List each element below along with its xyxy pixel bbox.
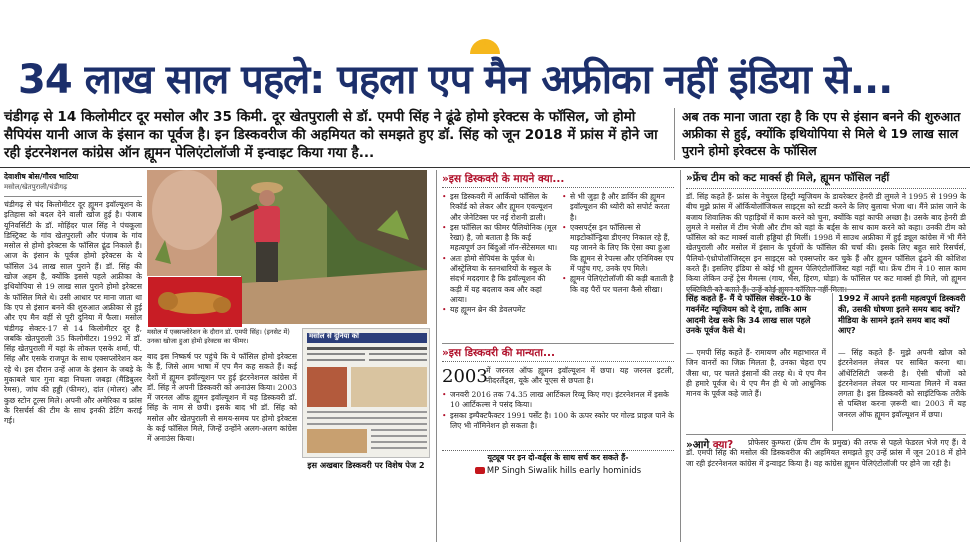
middle-column-text: बाद इस निष्कर्ष पर पहुंचे कि ये फॉसिल होमो इरेक्टस के हैं, जिसे आम भाषा में एप मैन कह सकते हैं। कई देशों में ह्यूमन इवॉल्यूशन पर हुई इंटरनेशनल कांग्रेस में डॉ. सिंह ने अपनी डिस्कवरी को अनाउंस किया। 2003 में जरनल ऑफ ह्यूमन इवॉल्यूशन में यह डिस्कवरी डॉ. सिंह के नाम से छपी। इसके बाद भी डॉ. सिंह को मसोल और खेतपुराली से समय-समय पर होमो इरेक्टस के कई फॉसिल मिले, जिन्हें उन्होंने अलग-अलग कांग्रेस में अनाउंस किया। — [147, 352, 297, 444]
box2-item-lead: में जरनल ऑफ ह्यूमन इवॉल्यूशन में छपा। यह जरनल इटली, नीदरलैंड्स, यूके और यूएस से छपता है। — [486, 366, 674, 386]
byline-place: मसोल/खेतपुराली/चंडीगढ़ — [4, 183, 68, 191]
aage-kya-heading: »आगे क्या? — [686, 439, 734, 451]
box2-footer-rule — [442, 450, 674, 451]
aage-kya-text: प्रोफेसर कुम्फरा (फ्रेंच टीम के प्रमुख) की तरफ से पहले फेडरल भेजे गए हैं। वे डॉ. एमपी सिंह की मसोल की डिस्कवरीज की अहमियत समझते हुए उन्हें फ्रांस में जून 2018 में होने जा रही इंटरनेशनल कांग्रेस में इन्वाइट किया है। वह कांग्रेस ह्यूमन पेलिएंटोलॉजी पर होने जा रही है। — [686, 438, 966, 468]
clip-title: मसोल से दुनिया को — [309, 332, 359, 340]
photo-caption: मसोल में एक्सप्लोरेशन के दौरान डॉ. एमपी सिंह। (इनसेट में) उनका खोजा हुआ होमो इरेक्टस का फीमर। — [147, 328, 290, 345]
box1-title-underline — [442, 187, 674, 188]
box2-item: • इसका इम्पैक्टफैक्टर 1991 पर्सेंट है। 100 के ऊपर स्कोर पर गोल्ड प्राइज पाने के लिए भी नॉमिनेशन हो सकता है। — [442, 411, 674, 432]
box1-title-text: इस डिस्कवरी के मायने क्या... — [448, 173, 565, 185]
column-divider-1 — [436, 170, 437, 542]
box2-title: »इस डिस्कवरी की मान्यता... — [442, 347, 555, 359]
box1-col2 — [562, 192, 674, 340]
box2-list — [442, 390, 674, 448]
youtube-icon — [475, 467, 485, 474]
box2-year: 2003 — [442, 366, 488, 387]
french-team-title-text: फ्रेंच टीम को कट मार्क्स ही मिले, ह्यूमन फॉसिल नहीं — [692, 172, 890, 184]
left-column-text: चंडीगढ़ से चंद किलोमीटर दूर ह्यूमन इवॉल्यूशन के इतिहास को बदल देने वाली खोज हुई है। पंजाब यूनिवर्सिटी के डॉ. मोहिंदर पाल सिंह ने पंचकूला डिस्ट्रिक्ट के गांव खेतपुराली और पंजाब के गांव मसोल से होमो इरेक्टस के फॉसिल ढूंढ निकाले हैं। आज के इंसान के पूर्वज होमो इरेक्टस के ये फॉसिल 34 लाख साल पुराने हैं। डॉ. सिंह की खोज अहम है, क्योंकि इससे पहले अफ्रीका के इथियोपिया से 19 लाख साल पुराने होमो इरेक्टस के फॉसिल मिले थे। उसी आधार पर माना जाता था कि एप से इंसान बनने की शुरुआत अफ्रीका से हुई और एप मैन वहीं से पूरी दुनिया में फैला। मसोल चंडीगढ़ सेक्टर-17 से 14 किलोमीटर दूर है, जबकि खेतपुराली 35 किलोमीटर। 1992 में डॉ. सिंह खेतपुराली में यहां के लोकल एसके शर्मा, पी. सिंह और एसके राजपूत के साथ एक्सप्लोरेशन कर रहे थे। इस दौरान उन्हें आज के इंसान के जबड़े के मुकाबले चार गुना बड़ा निचला जबड़ा (मैंडिबुलर रेमस), जांघ की हड्डी (फीमर), दांत (मोलर) और कुछ स्टोन टूल्स मिले। अपनी और अमेरिका व फ्रांस के रिसर्चर्स की टीम के साथ इनकी डेटिंग कराई गई। — [4, 200, 142, 426]
aage-question: क्या? — [712, 439, 734, 451]
museum-quote-text: — एमपी सिंह कहते हैं- रामायण और महाभारत में जिन वानरों का जिक्र मिलता है, उनका चेहरा एप जैसा था, पर चलते इंसानों की तरह थे। ये एप मैन ही हमारे पूर्वज थे। ये एप मैन ही थे जो आधुनिक मानव के पूर्वज कहे जाते हैं। — [686, 348, 826, 399]
box2-footer: यूट्यूब पर इन दो-वर्ड्स के साथ सर्च कर सकते हैं- — [487, 453, 629, 462]
quote-divider — [832, 293, 833, 431]
box1-item: • यह ह्यूमन ब्रेन की डेवलपमेंट — [442, 305, 558, 315]
newspaper-clip-image — [302, 328, 430, 458]
headline: 34 लाख साल पहले: पहला एप मैन अफ्रीका नहीं इंडिया से... — [18, 57, 893, 103]
box1-item: • ह्यूमन पेलिएंटोलॉजी की कड़ी बताती है कि वह पैरों पर चलना कैसे सीखा। — [562, 274, 674, 295]
box1-title: »इस डिस्कवरी के मायने क्या... — [442, 173, 565, 185]
deck-underline — [0, 167, 970, 168]
french-team-text: डॉ. सिंह कहते हैं- फ्रांस के नेचुरल हिस्ट्री म्यूजियम के डायरेक्टर हेनरी डी लुमले ने 1995 से 1999 के बीच मुझे फ्रांस में ऑर्कियोलॉजिकल साइट्स को स्टडी करने के लिए बुलाया भेजा था। मैंने फ्रांस जाने के बजाय शिवालिक की पहाड़ियों में काम करने को चुना, क्योंकि यहां काफी अच्छा है। उसके बाद हेनरी डी लुमले ने मसोल में टीम भेजी और टीम को यहां के बर्ड्स के साथ काम करने को कहा। उनकी टीम को फॉसिल को कट मार्क्स वाली हड्डियां ही मिलीं। 1998 में साउथ अफ्रीका में हुई ड्यूल कांग्रेस में भी मैंने खेतपुराली और मसोल में इंसान के पूर्वजों के फॉसिल की चर्चा की। इसके लिए बहुत सारे रिसर्चर्स, पैलियो-एंथ्रोपोलॉजिस्ट्स इन साइट्स को एक्सप्लोर कर चुके हैं और ह्यूमन फॉसिल ढूंढने की कोशिश करते हैं। इसलिए इंडिया से कोई भी ह्यूमन पेलिएंटोलॉजिस्ट यहां नहीं था। फ्रेंच टीम ने 10 साल काम किया लेकिन उन्हें ट्रेस मैमल्स (गाय, भैंस, हिरण, घोड़ा) के फॉसिल पर कट मार्क्स ही मिले, जो ह्यूमन — [686, 192, 966, 284]
french-title-underline — [686, 188, 966, 189]
byline — [4, 172, 144, 194]
youtube-search-text: MP Singh Siwalik hills early hominids — [486, 465, 642, 475]
femur-inset-photo — [147, 276, 241, 326]
box1-item: • से भी जुड़ा है और डार्विन की ह्यूमन इवॉल्यूशन की थ्योरी को सपोर्ट करता है। — [562, 192, 674, 223]
box2-title-text: इस डिस्कवरी की मान्यता... — [448, 347, 555, 359]
box2-title-underline — [442, 361, 674, 362]
delay-answer-text: — सिंह कहते हैं- मुझे अपनी खोज को इंटरनेशनल लेवल पर साबित करना था। ऑथेंटिसिटी जरूरी है। ऐसी चीजों को इंटरनेशनल लेवल पर मान्यता मिलने में वक्त लगता है। इस डिस्कवरी को साइंटिफिक तरीके से पब्लिश करना ज़रूरी था। 2003 में यह जनरल ऑफ ह्यूमन इवॉल्यूशन में छपा। — [838, 348, 966, 419]
box1-bottom-rule — [442, 343, 674, 344]
box1-col1 — [442, 192, 558, 340]
french-team-title: »फ्रेंच टीम को कट मार्क्स ही मिले, ह्यूमन फॉसिल नहीं — [686, 172, 890, 184]
aage-top-rule — [686, 434, 966, 435]
deck-right: अब तक माना जाता रहा है कि एप से इंसान बनने की शुरुआत अफ्रीका से हुई, क्योंकि इथियोपिया से मिले थे 19 लाख साल पुराने होमो इरेक्टस के फॉसिल — [682, 109, 961, 158]
aage-label: आगे — [692, 439, 710, 451]
byline-rule — [4, 196, 142, 197]
box2-item: • जनवरी 2016 तक 74.35 लाख आर्टिकल रिव्यू किए गए। इंटरनेशनल में इसके 10 आर्टिकल्स ने पसंद किया। — [442, 390, 674, 411]
deck-left: चंडीगढ़ से 14 किलोमीटर दूर मसोल और 35 किमी. दूर खेतपुराली से डॉ. एमपी सिंह ने ढूंढे होमो इरेक्टस के फॉसिल, जो होमो सैपियंस यानी आज के इंसान का पूर्वज है। इन डिस्कवरीज की अहमियत को समझते हुए डॉ. सिंह को जून 2018 में फ्रांस में होने जा रही इंटरनेशनल कांग्रेस ऑन ह्यूमन पेलिएंटोलॉजी में इन्वाइट किया गया है... — [4, 109, 658, 161]
french-bottom-rule — [686, 289, 966, 290]
clip-caption: इस अखबार डिस्कवरी पर विशेष पेज 2 — [307, 460, 425, 470]
column-divider-2 — [680, 170, 681, 542]
byline-name: देवाशीष बोस/गौरव भाटिया — [4, 172, 79, 181]
box1-item: • इस डिस्कवरी में आर्कियो फॉसिल के रिकॉर्ड को लेकर और ह्यूमन एवल्यूशन और जेनेटिक्स पर नई रोशनी डाली। — [442, 192, 558, 223]
box1-item: • अतः होमो सेपियंस के पूर्वज थे। ऑस्ट्रेलिया के स्तनधारियों के स्कूल के संदर्भ मददगार है कि इवॉल्यूशन की कड़ी में यह बदलाव कब और कहां आया। — [442, 254, 558, 305]
deck-divider — [674, 108, 675, 160]
museum-quote-title: सिंह कहते हैं- मैं ये फॉसिल सेक्टर-10 के गवर्नमेंट म्यूजियम को दे दूंगा, ताकि आम आदमी देख सके कि 34 लाख साल पहले उनके पूर्वज कैसे थे। — [686, 293, 811, 336]
box1-item: • एक्सपर्ट्स इन फॉसिल्स से माइटोकॉन्ड्रिया डीएनए निकाल रहे हैं, यह जानने के लिए कि ऐसा क्या हुआ कि ह्यूमन से रेपल्स और एनिमिक्स एप में पहुंच गए, उनके एप मिले। — [562, 223, 674, 274]
youtube-search-phrase[interactable] — [442, 464, 674, 477]
delay-question-title: 1992 में आपने इतनी महत्वपूर्ण डिस्कवरी की, उसकी घोषणा इतने समय बाद क्यों? मीडिया के सामने इतने समय बाद क्यों आए? — [838, 293, 966, 336]
box1-item: • इस फॉसिल का फीमर पैलियोनिक (मूल रेखा) है, जो बताता है कि कई महत्वपूर्ण उन बिंदुओं नॉन-सेंटेसमल था। — [442, 223, 558, 254]
masthead-sun-logo — [466, 40, 504, 54]
